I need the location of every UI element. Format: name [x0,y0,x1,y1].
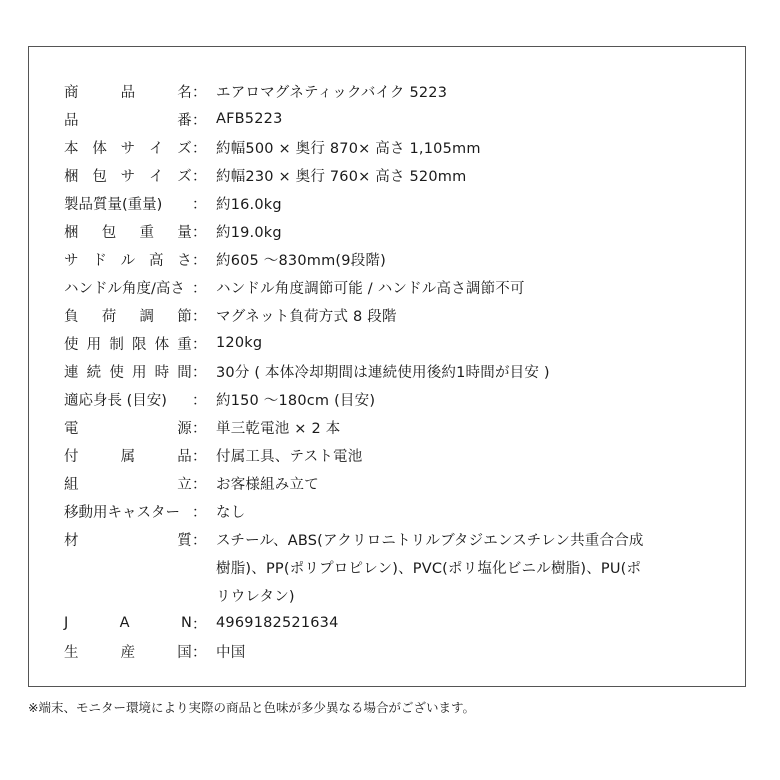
spec-label [64,137,192,158]
spec-label-char: ハンドル角度/高さ [64,280,185,297]
spec-label-char: 制 [109,336,125,353]
spec-row [64,161,466,189]
spec-label-char: 調 [139,308,155,325]
spec-label [64,109,192,130]
spec-label-char: 品 [64,112,79,129]
spec-value: エアロマグネティックバイク 5223 [216,84,448,101]
material-value-line-2: 樹脂)、PP(ポリプロピレン)、PVC(ポリ塩化ビニル樹脂)、PU(ポ [216,560,642,577]
spec-row [64,105,283,133]
spec-label-char: 使 [64,336,79,353]
spec-value: 4969182521634 [216,615,339,631]
spec-label-char: 負 [64,308,79,325]
spec-colon: ： [192,448,207,465]
spec-label-char: 移動用キャスター [64,504,180,521]
spec-colon: ： [192,308,207,325]
spec-label-char: さ [177,252,192,269]
spec-label-char: 高 [148,252,164,269]
spec-row [64,189,282,217]
spec-colon: ： [192,392,207,409]
spec-value: 中国 [216,644,246,661]
spec-value: 約19.0kg [216,224,282,241]
spec-label-char: 適応身長 (目安) [64,392,167,409]
spec-label-char: 重 [177,336,192,353]
spec-label-char: 製品質量(重量) [64,196,163,213]
spec-value: 約16.0kg [216,196,282,213]
spec-label-char: 包 [92,168,108,185]
spec-colon: ： [192,224,207,241]
spec-value: 単三乾電池 × 2 本 [216,420,341,437]
spec-value: ハンドル角度調節可能 / ハンドル高さ調節不可 [216,280,525,297]
spec-label-char: 体 [92,140,108,157]
spec-label [64,333,192,354]
spec-value: なし [216,504,246,521]
spec-colon: ： [192,252,207,269]
spec-label-char: ル [120,252,136,269]
spec-label-char: イ [148,168,164,185]
spec-label-char: ド [92,252,108,269]
spec-label [64,473,192,494]
spec-label-char: 限 [131,336,147,353]
spec-value: マグネット負荷方式 8 段階 [216,308,397,325]
spec-label-char: サ [120,140,136,157]
spec-label [64,501,192,522]
spec-colon: ： [192,196,207,213]
spec-label-char: 品 [177,448,192,465]
spec-value: 約150 ～180cm (目安) [216,392,376,409]
spec-label-char: 源 [177,420,192,437]
spec-label-char: ズ [177,168,192,185]
spec-label-char: 組 [64,476,79,493]
spec-row [64,413,340,441]
spec-label [64,249,192,270]
spec-label-char: 用 [86,336,102,353]
spec-colon: ： [192,84,207,101]
spec-label-char: N [180,615,192,631]
spec-colon: ： [192,476,207,493]
spec-label-char: 続 [86,364,102,381]
spec-label [64,361,192,382]
spec-label-char: 立 [177,476,192,493]
spec-row [64,385,375,413]
spec-row [64,497,245,525]
spec-label-char: 品 [120,84,136,101]
spec-label-char: 番 [177,112,192,129]
spec-colon: ： [192,112,207,129]
spec-label [64,529,192,550]
spec-value: 付属工具、テスト電池 [216,448,363,465]
spec-label-char: 使 [109,364,125,381]
spec-label [64,417,192,438]
spec-colon: ： [192,644,207,661]
spec-row [64,301,397,329]
spec-value: 約605 ～830mm(9段階) [216,252,386,269]
spec-label-char: 名 [177,84,192,101]
spec-value: 約幅230 × 奥行 760× 高さ 520mm [216,168,467,185]
spec-label-char: 質 [177,532,192,549]
spec-value: AFB5223 [216,111,283,127]
spec-label-char: 国 [177,644,192,661]
spec-row [64,273,525,301]
spec-row [64,469,319,497]
spec-label-char: 体 [154,336,170,353]
spec-label-char: イ [148,140,164,157]
spec-row [64,217,282,245]
spec-colon: ： [192,168,207,185]
spec-label [64,615,192,631]
spec-label-char: 付 [64,448,79,465]
spec-label-char: 属 [120,448,136,465]
spec-row [64,77,447,105]
spec-colon: ： [192,420,207,437]
spec-label-char: 梱 [64,224,79,241]
spec-label-char: 商 [64,84,79,101]
material-value-line-3: リウレタン) [216,588,295,605]
spec-label-char: 時 [154,364,170,381]
spec-label [64,389,192,410]
spec-value: 120kg [216,335,263,351]
spec-label [64,445,192,466]
spec-label-char: 材 [64,532,79,549]
spec-label-char: 間 [177,364,192,381]
spec-label-char: サ [120,168,136,185]
spec-row [64,357,550,385]
spec-value: スチール、ABS(アクリロニトリルブタジエンスチレン共重合合成 [216,532,644,549]
spec-label-char: 電 [64,420,79,437]
spec-label-char: 重 [139,224,155,241]
spec-label-char: ズ [177,140,192,157]
spec-colon: ： [192,504,207,521]
spec-value: 約幅500 × 奥行 870× 高さ 1,105mm [216,140,481,157]
spec-label-char: 梱 [64,168,79,185]
spec-label [64,305,192,326]
spec-row [64,525,644,553]
spec-label-char: 本 [64,140,79,157]
spec-label-char: 用 [131,364,147,381]
color-disclaimer: ※端末、モニター環境により実際の商品と色味が多少異なる場合がございます。 [28,700,475,715]
spec-colon: ： [192,140,207,157]
spec-label-char: 産 [120,644,136,661]
spec-label-char: 連 [64,364,79,381]
spec-row [64,133,481,161]
spec-label-char: サ [64,252,79,269]
spec-colon: ： [192,532,207,549]
spec-label [64,165,192,186]
spec-row [64,245,386,273]
spec-label-char: 荷 [101,308,117,325]
spec-label [64,193,192,214]
spec-label-char: 生 [64,644,79,661]
spec-label [64,641,192,662]
spec-row [64,637,245,665]
spec-label [64,221,192,242]
spec-label-char: 節 [177,308,192,325]
spec-label-char: J [64,615,69,631]
spec-colon: ： [192,280,207,297]
spec-colon: ： [192,336,207,353]
spec-value: 30分 ( 本体冷却期間は連続使用後約1時間が目安 ) [216,364,550,381]
spec-value: お客様組み立て [216,476,319,493]
spec-row [64,609,339,637]
spec-row [64,329,262,357]
spec-colon: ： [192,616,207,633]
spec-label-char: 包 [101,224,117,241]
spec-colon: ： [192,364,207,381]
spec-label-char: A [119,615,130,631]
spec-label-char: 量 [177,224,192,241]
spec-row [64,441,362,469]
spec-label [64,81,192,102]
spec-label [64,277,192,298]
